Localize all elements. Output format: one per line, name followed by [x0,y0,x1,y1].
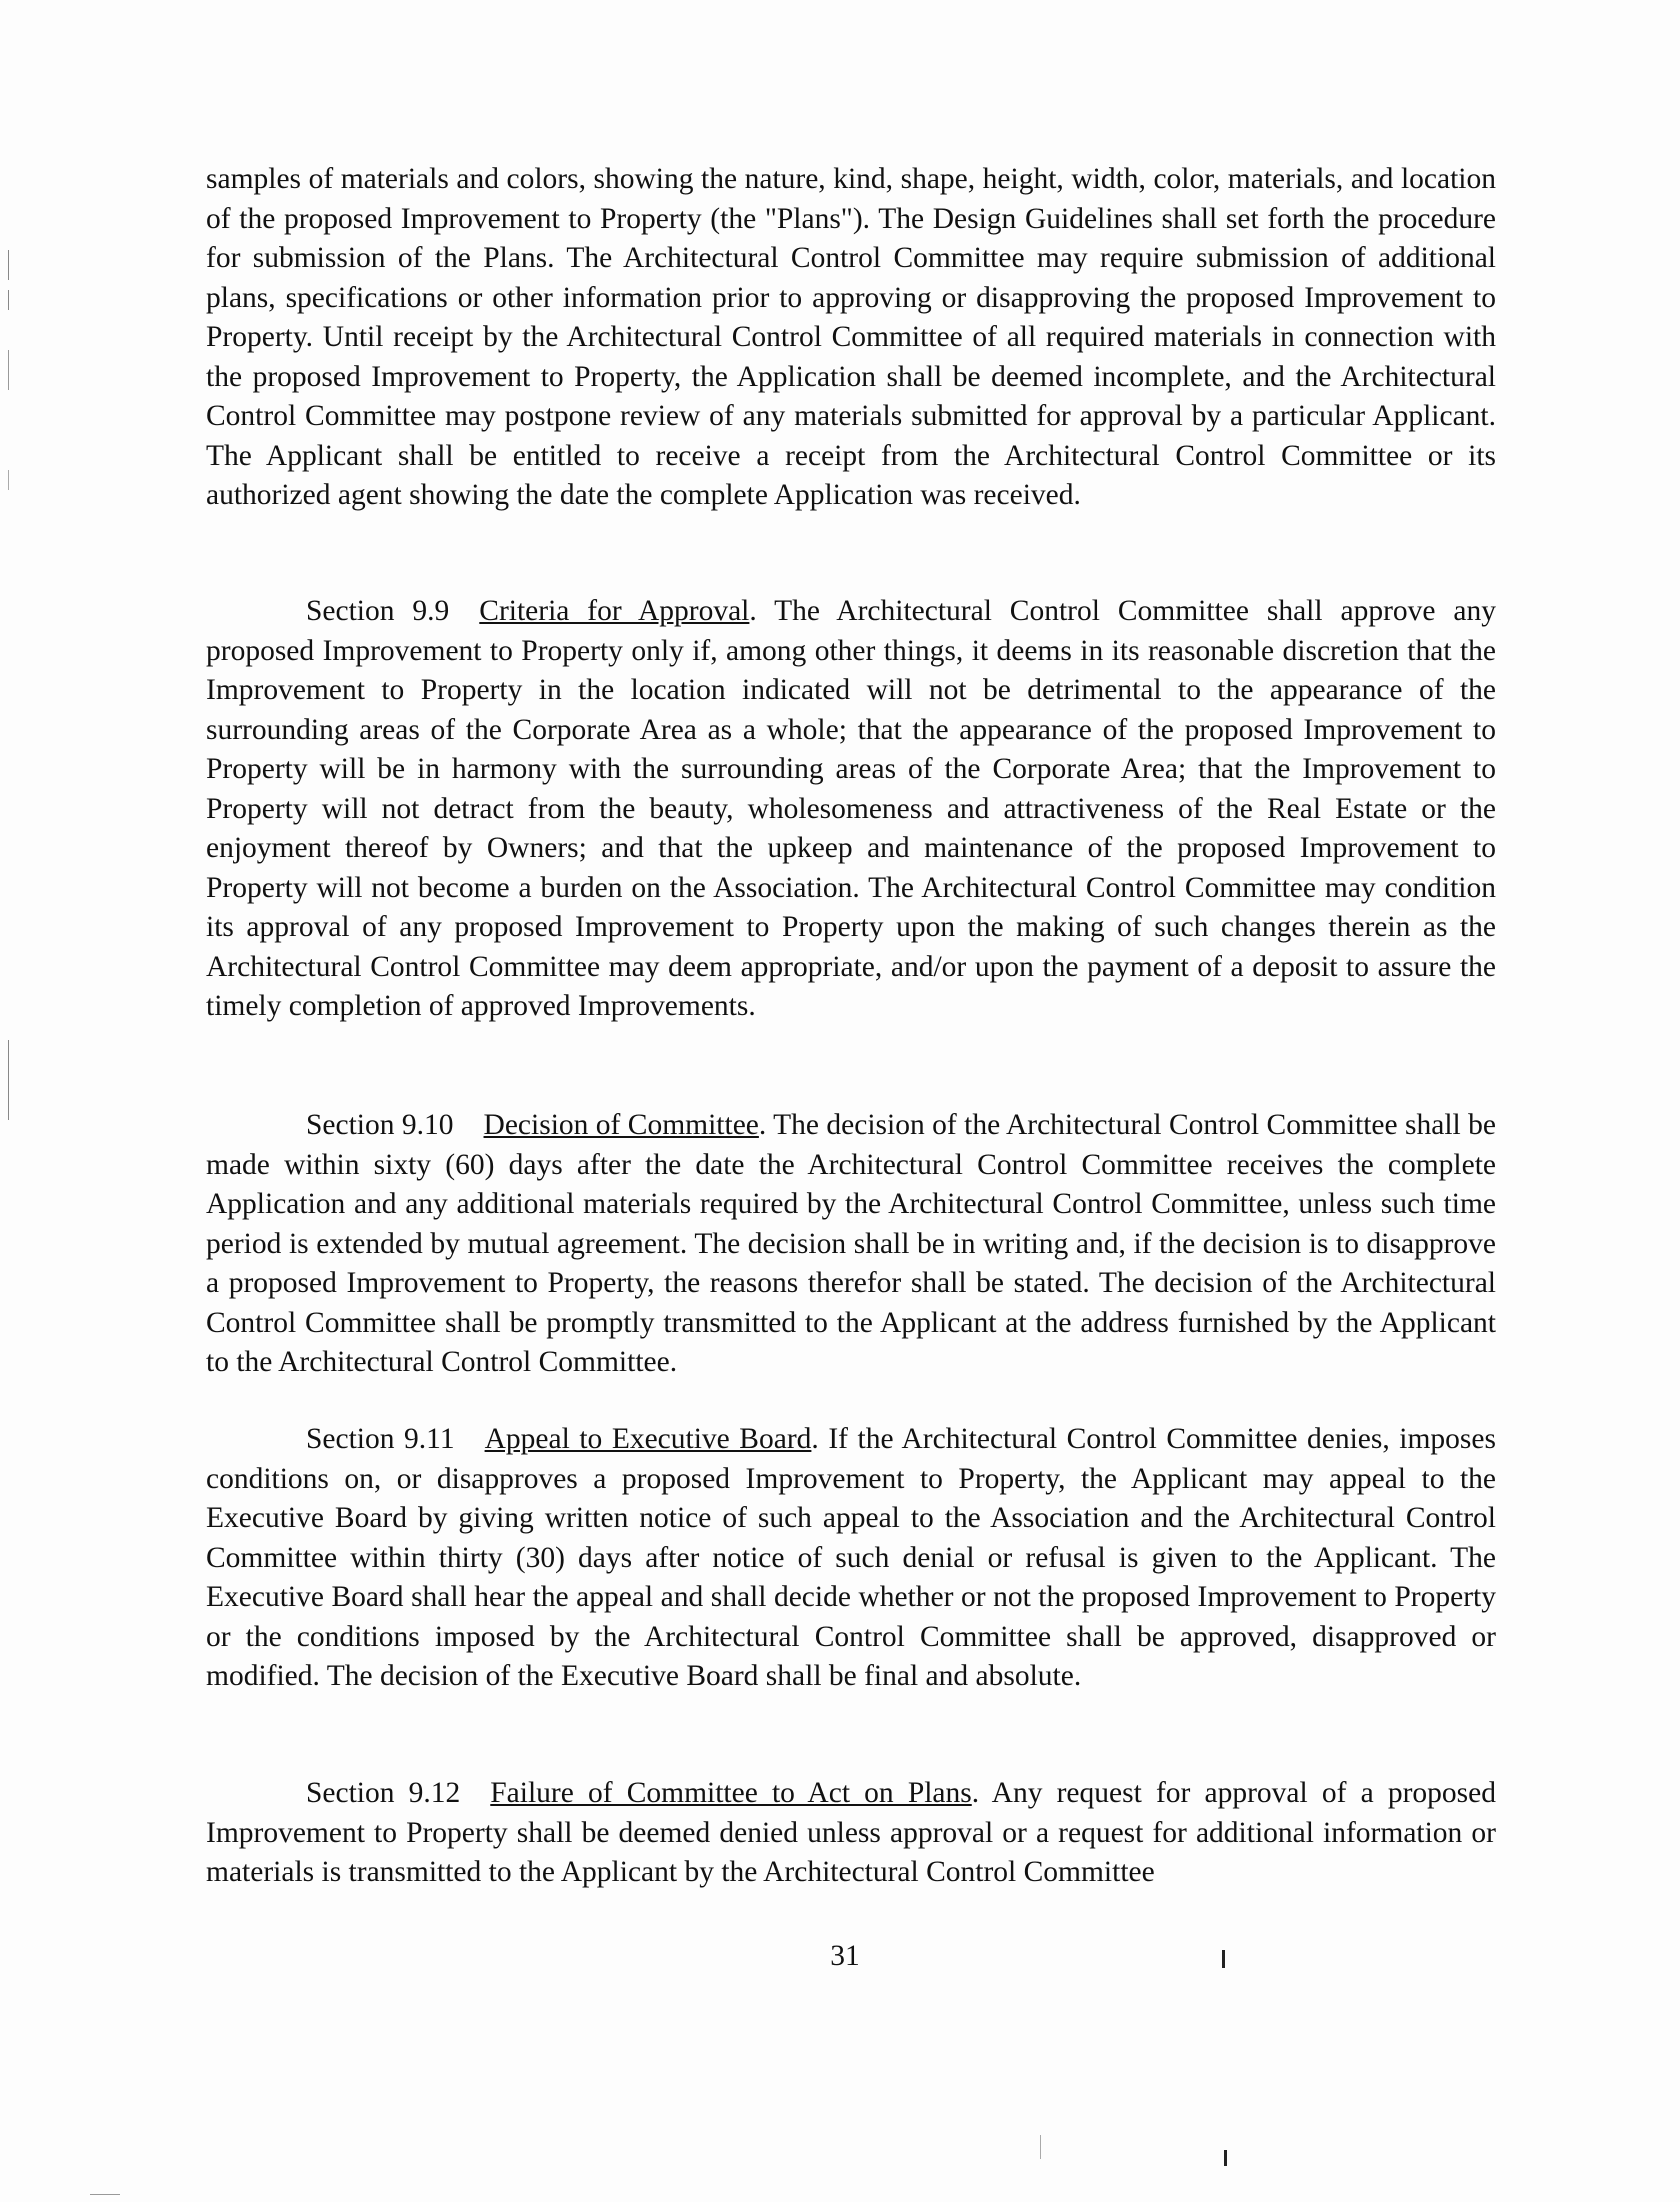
scan-artifact [8,250,9,280]
section-number: Section 9.9 [306,595,450,627]
scan-artifact [1222,1950,1225,1968]
scan-artifact [8,1040,9,1120]
section-heading: Criteria for Approval [479,595,750,627]
scan-artifact [8,470,9,490]
section-heading: Decision of Committee [483,1109,759,1141]
scan-artifact [1224,2150,1227,2166]
section-heading: Appeal to Executive Board [484,1423,812,1455]
page-number: 31 [830,1940,860,1972]
paragraph-text: samples of materials and colors, showing the nature, kind, shape, height, width, color, materials, and location of the proposed Improvement to Property (the "Plans"). The Design Guidelines shall set forth the procedure for submission of the Plans. The Architectural Control Committee may require submission of additional plans, specifications or other information prior to approving or disapproving the proposed Improvement to Property. Until receipt by the Architectural Control Committee of all required materials in connection with the proposed Improvement to Property, the Application shall be deemed incomplete, and the Architectural Control Committee may postpone review of any materials submitted for approval by a particular Applicant. The Applicant shall be entitled to receive a receipt from the Architectural Control Committee or its authorized agent showing the date the complete Application was received. [206,163,1496,511]
section-body: . If the Architectural Control Committee denies, imposes conditions on, or disapproves a proposed Improvement to Property, the Applicant may appeal to the Executive Board by giving written notice of such appeal to the Association and the Architectural Control Committee within thirty (30) days after notice of such denial or refusal is given to the Applicant. The Executive Board shall hear the appeal and shall decide whether or not the proposed Improvement to Property or the conditions imposed by the Architectural Control Committee shall be approved, disapproved or modified. The decision of the Executive Board shall be final and absolute. [206,1423,1496,1692]
section-number: Section 9.12 [306,1777,461,1809]
section-9-11 [206,1420,1496,1697]
section-number: Section 9.11 [306,1423,455,1455]
scan-artifact [8,350,9,390]
section-number: Section 9.10 [306,1109,454,1141]
section-heading: Failure of Committee to Act on Plans [490,1777,972,1809]
scan-artifact [90,2194,120,2195]
section-body: . The Architectural Control Committee shall approve any proposed Improvement to Property only if, among other things, it deems in its reasonable discretion that the Improvement to Property in the location indicated will not be detrimental to the appearance of the surrounding areas of the Corporate Area as a whole; that the appearance of the proposed Improvement to Property will be in harmony with the surrounding areas of the Corporate Area; that the Improvement to Property will not detract from the beauty, wholesomeness and attractiveness of the Real Estate or the enjoyment thereof by Owners; and that the upkeep and maintenance of the proposed Improvement to Property will not become a burden on the Association. The Architectural Control Committee may condition its approval of any proposed Improvement to Property upon the making of such changes therein as the Architectural Control Committee may deem appropriate, and/or upon the payment of a deposit to assure the timely completion of approved Improvements. [206,595,1496,1022]
section-9-10 [206,1106,1496,1383]
section-9-9 [206,592,1496,1027]
section-body: . The decision of the Architectural Control Committee shall be made within sixty (60) days after the date the Architectural Control Committee receives the complete Application and any additional materials required by the Architectural Control Committee, unless such time period is extended by mutual agreement. The decision shall be in writing and, if the decision is to disapprove a proposed Improvement to Property, the reasons therefor shall be stated. The decision of the Architectural Control Committee shall be promptly transmitted to the Applicant at the address furnished by the Applicant to the Architectural Control Committee. [206,1109,1496,1378]
scan-artifact [8,290,9,310]
section-9-12 [206,1774,1496,1893]
scan-artifact [1040,2135,1041,2159]
paragraph-continuation [206,160,1496,516]
section-body: . Any request for approval of a proposed Improvement to Property shall be deemed denied unless approval or a request for additional information or materials is transmitted to the Applicant by the Architectural Control Committee [206,1777,1496,1888]
